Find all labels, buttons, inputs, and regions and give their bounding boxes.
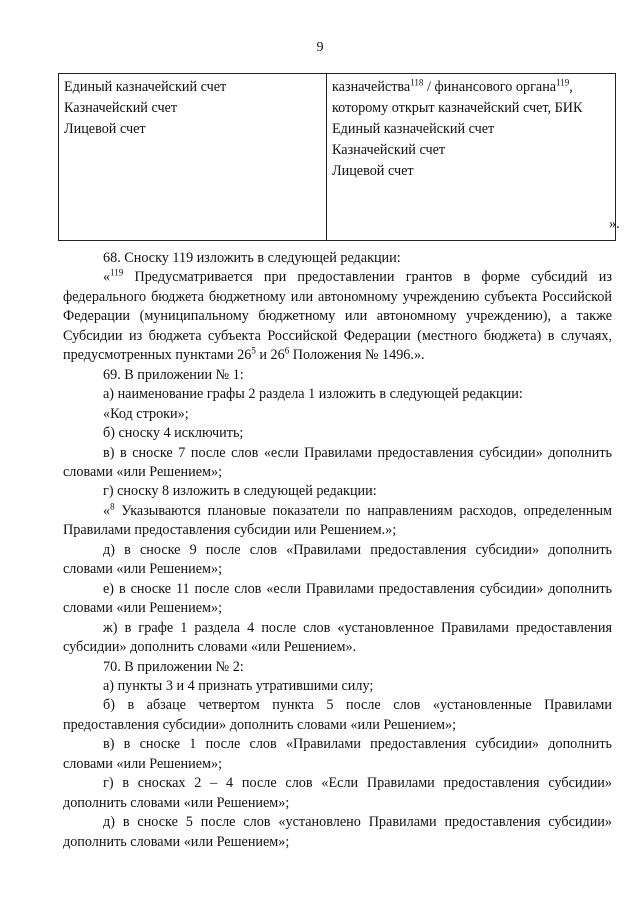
- paragraph-69-v: в) в сноске 7 после слов «если Правилами предоставления субсидии» дополнить словами «или Решением»;: [63, 444, 612, 480]
- table-line-personal-account: Лицевой счет: [332, 163, 414, 179]
- table-line-single-treasury-account: Единый казначейский счет: [332, 121, 495, 137]
- table-line-treasury-account: Казначейский счет: [64, 100, 178, 116]
- text-fragment: / финансового органа: [423, 79, 557, 95]
- text-fragment: и 26: [255, 347, 285, 364]
- text-fragment: Положения № 1496.».: [289, 347, 425, 364]
- paragraph-69-a: а) наименование графы 2 раздела 1 изложить в следующей редакции:: [103, 386, 523, 403]
- paragraph-70-title: 70. В приложении № 2:: [103, 658, 244, 675]
- paragraph-70-b: б) в абзаце четвертом пункта 5 после слов «установленные Правилами предоставления субсидии» дополнить словами «или Решением»;: [63, 697, 612, 733]
- paragraph-69-g-quote: [63, 502, 612, 541]
- table-cell-right: [327, 74, 616, 241]
- text-fragment: «: [103, 269, 111, 286]
- table-row: [59, 74, 616, 241]
- paragraph-69-g: г) сноску 8 изложить в следующей редакции:: [103, 483, 377, 500]
- paragraph-68-footnote-text: [63, 268, 612, 365]
- table-closing-quote: ».: [609, 216, 620, 232]
- text-fragment: Указываются плановые показатели по направлениям расходов, определенным Правилами предоставления субсидии или Решением.»;: [63, 502, 612, 539]
- paragraph-69-e: е) в сноске 11 после слов «если Правилами предоставления субсидии» дополнить словами «или Решением»;: [63, 580, 612, 617]
- text-fragment: «: [103, 502, 111, 519]
- table-line-treasury-account: Казначейский счет: [332, 142, 446, 158]
- table-line-bik: которому открыт казначейский счет, БИК: [332, 100, 583, 116]
- paragraph-70-a: а) пункты 3 и 4 признать утратившими силу;: [103, 677, 374, 694]
- paragraph-70-g: г) в сносках 2 – 4 после слов «Если Правилами предоставления субсидии» дополнить словами «или Решением»;: [63, 775, 612, 811]
- table-line-single-treasury-account: Единый казначейский счет: [64, 79, 227, 95]
- footnote-ref-8: 8: [110, 501, 115, 512]
- text-fragment: Предусматривается при предоставлении грантов в форме субсидий из федерального бюджета бюджетному или автономному учреждению субъекта Российской Федерации (муниципальному бюджетному или автономному учреждению), а также Субсидии из бюджета субъекта Российской Федерации (местного бюджета) в случаях, предусмотренных пунктами 26: [63, 269, 612, 364]
- footnote-ref-119: 119: [110, 267, 124, 278]
- footnote-ref-118: 118: [410, 77, 424, 88]
- table-cell-left: [59, 74, 327, 241]
- text-fragment: казначейства: [332, 79, 411, 95]
- paragraph-70-d: д) в сноске 5 после слов «установлено Правилами предоставления субсидии» дополнить словами «или Решением»;: [63, 814, 612, 850]
- paragraph-69-b: б) сноску 4 исключить;: [103, 425, 244, 442]
- paragraph-69-d: д) в сноске 9 после слов «Правилами предоставления субсидии» дополнить словами «или Решением»;: [63, 541, 612, 578]
- requisites-table: [58, 73, 616, 241]
- paragraph-69-title: 69. В приложении № 1:: [103, 366, 244, 383]
- superscript-5: 5: [251, 345, 256, 356]
- table-line-personal-account: Лицевой счет: [64, 121, 146, 137]
- page-number: 9: [316, 40, 324, 55]
- paragraph-68-title: 68. Сноску 119 изложить в следующей редакции:: [103, 250, 401, 266]
- text-fragment: ,: [569, 79, 573, 95]
- document-body: [63, 249, 612, 852]
- table-line-treasury-financial-body: [332, 77, 609, 98]
- paragraph-69-zh: ж) в графе 1 раздела 4 после слов «установленное Правилами предоставления субсидии» дополнить словами «или Решением».: [63, 619, 612, 656]
- superscript-6: 6: [284, 345, 290, 356]
- footnote-ref-119: 119: [556, 77, 570, 88]
- paragraph-69-a-quote: «Код строки»;: [103, 405, 189, 422]
- paragraph-70-v: в) в сноске 1 после слов «Правилами предоставления субсидии» дополнить словами «или Решением»;: [63, 736, 612, 772]
